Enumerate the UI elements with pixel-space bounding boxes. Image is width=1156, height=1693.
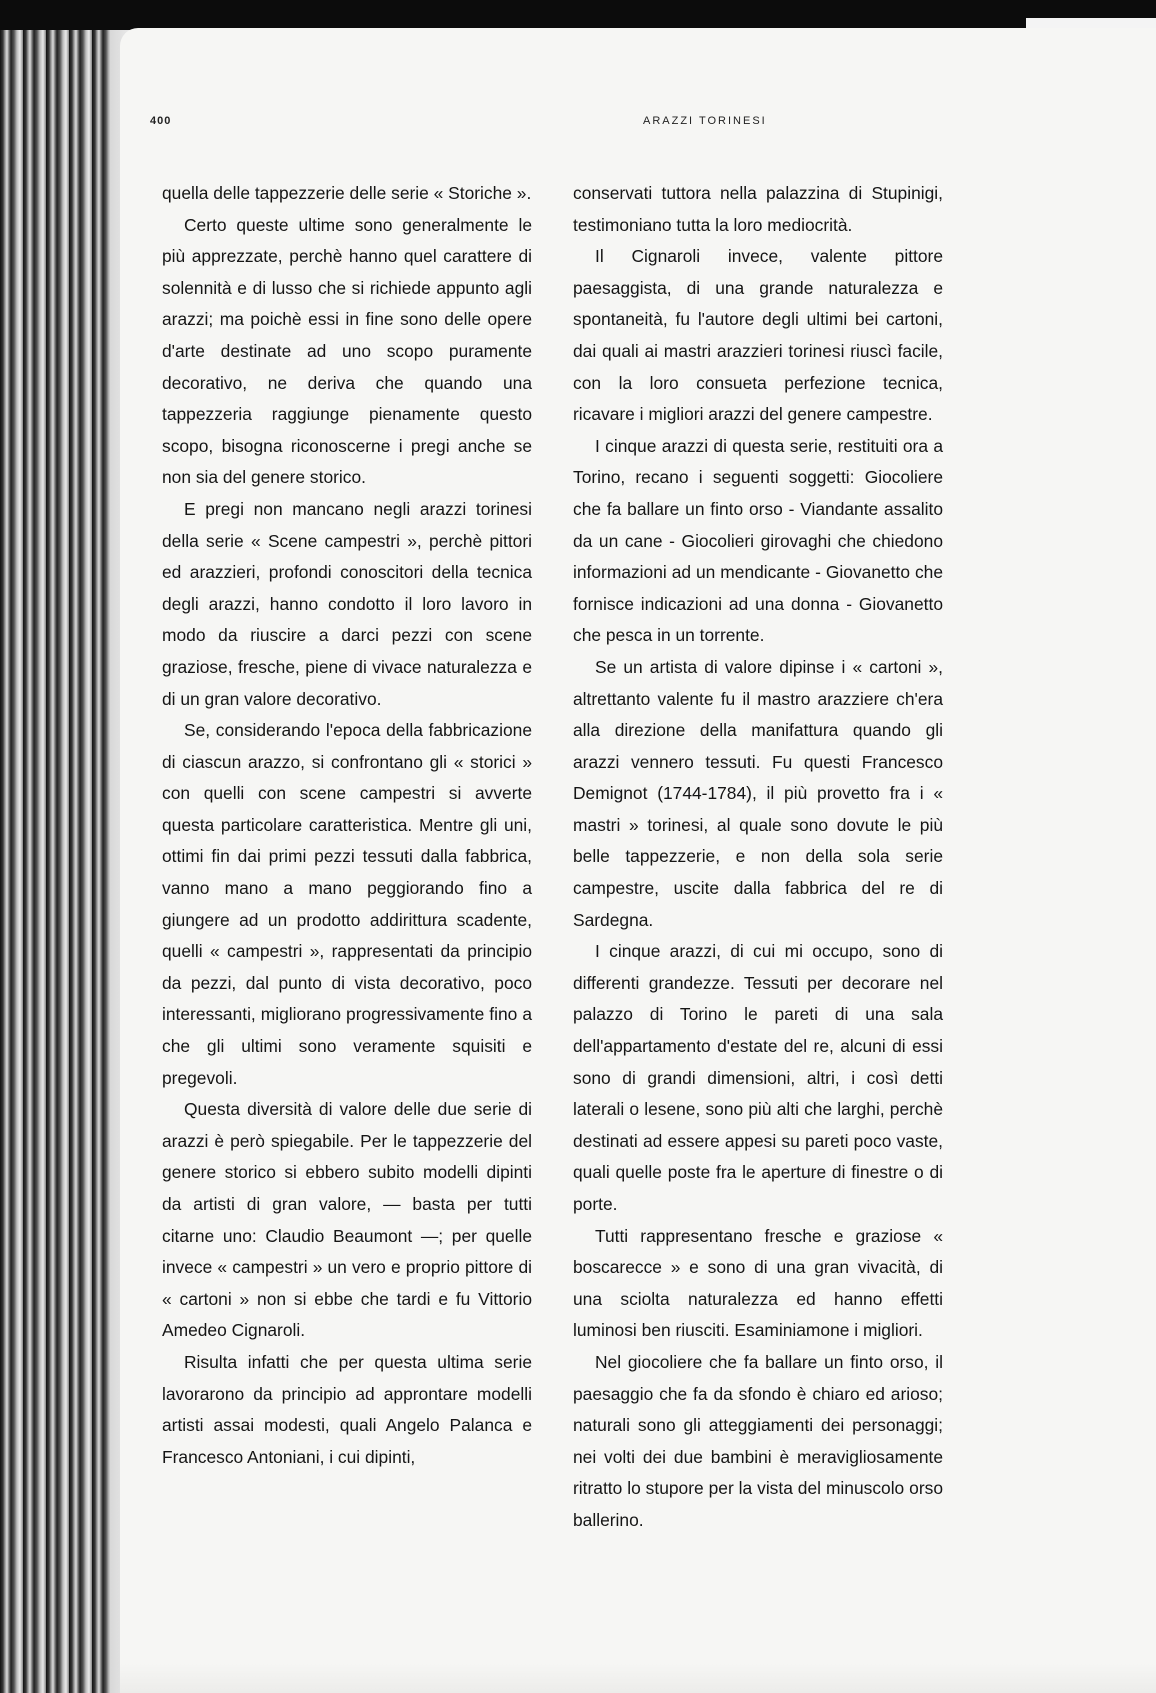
paragraph: Certo queste ultime sono generalmente le più apprezzate, perchè hanno quel carattere di solennità e di lusso che si richiede appunto agli arazzi; ma poichè essi in fine sono delle opere d'arte destinate ad uno scopo puramente decorativo, ne deriva che quando una tappezzeria raggiunge pienamente questo scopo, bisogna riconoscerne i pregi anche se non sia del genere storico. bbox=[162, 214, 532, 488]
paragraph: quella delle tappezzerie delle serie « Storiche ». bbox=[162, 183, 532, 203]
paragraph: Risulta infatti che per questa ultima serie lavorarono da principio ad approntare modelli artisti assai modesti, quali Angelo Palanca e Francesco Antoniani, i cui dipinti, bbox=[162, 1351, 532, 1467]
page-header bbox=[150, 115, 930, 135]
page-number: 400 bbox=[150, 115, 172, 127]
paragraph: E pregi non mancano negli arazzi torinesi della serie « Scene campestri », perchè pittori ed arazzieri, profondi conoscitori della tecnica degli arazzi, hanno condotto il loro lavoro in modo da riuscire a darci pezzi con scene graziose, fresche, piene di vivace naturalezza e di un gran valore decorativo. bbox=[162, 498, 532, 709]
paragraph: I cinque arazzi, di cui mi occupo, sono di differenti grandezze. Tessuti per decorare nel palazzo di Torino le pareti di una sala dell'appartamento d'estate del re, alcuni di essi sono di grandi dimensioni, altri, i così detti laterali o lesene, sono più alti che larghi, perchè destinati ad essere appesi su pareti poco vaste, quali quelle poste fra le aperture di finestre o di porte. bbox=[573, 941, 943, 1214]
paragraph: Se un artista di valore dipinse i « cartoni », altrettanto valente fu il mastro arazziere ch'era alla direzione della manifattura quando gli arazzi vennero tessuti. Fu questi Francesco Demignot (1744-1784), il più provetto fra i « mastri » torinesi, al quale sono dovute le più belle tappezzerie, e non della sola serie campestre, uscite dalla fabbrica del re di Sardegna. bbox=[573, 656, 943, 930]
paragraph: Il Cignaroli invece, valente pittore paesaggista, di una grande naturalezza e spontaneità, fu l'autore degli ultimi bei cartoni, dai quali ai mastri arazzieri torinesi riuscì facile, con la loro consueta perfezione tecnica, ricavare i migliori arazzi del genere campestre. bbox=[573, 246, 943, 425]
paragraph: conservati tuttora nella palazzina di Stupinigi, testimoniano tutta la loro mediocrità. bbox=[573, 183, 943, 235]
book-binding-edge bbox=[0, 30, 140, 1693]
right-column bbox=[573, 178, 943, 1537]
paragraph: Tutti rappresentano fresche e graziose « boscarecce » e sono di una gran vivacità, di una sciolta naturalezza ed hanno effetti luminosi ben riusciti. Esaminiamone i migliori. bbox=[573, 1225, 943, 1341]
paragraph: Questa diversità di valore delle due serie di arazzi è però spiegabile. Per le tappezzerie del genere storico si ebbero subito modelli dipinti da artisti di gran valore, — basta per tutti citarne uno: Claudio Beaumont —; per quelle invece « campestri » un vero e proprio pittore di « cartoni » non si ebbe che tardi e fu Vittorio Amedeo Cignaroli. bbox=[162, 1099, 532, 1341]
running-title: ARAZZI TORINESI bbox=[643, 115, 767, 127]
paragraph: I cinque arazzi di questa serie, restituiti ora a Torino, recano i seguenti soggetti: Giocoliere che fa ballare un finto orso - Viandante assalito da un cane - Giocolieri girovaghi che chiedono informazioni ad un mendicante - Giovanetto che fornisce indicazioni ad una donna - Giovanetto che pesca in un torrente. bbox=[573, 435, 943, 646]
left-column bbox=[162, 178, 532, 1473]
paragraph: Nel giocoliere che fa ballare un finto orso, il paesaggio che fa da sfondo è chiaro ed arioso; naturali sono gli atteggiamenti dei personaggi; nei volti dei due bambini è meravigliosamente ritratto lo stupore per la vista del minuscolo orso ballerino. bbox=[573, 1351, 943, 1530]
paragraph: Se, considerando l'epoca della fabbricazione di ciascun arazzo, si confrontano gli « storici » con quelli con scene campestri si avverte questa particolare caratteristica. Mentre gli uni, ottimi fin dai primi pezzi tessuti dalla fabbrica, vanno mano a mano peggiorando fino a giungere ad un prodotto addirittura scadente, quelli « campestri », rappresentati da principio da pezzi, dal punto di vista decorativo, poco interessanti, migliorano progressivamente fino a che gli ultimi sono veramente squisiti e pregevoli. bbox=[162, 720, 532, 1088]
